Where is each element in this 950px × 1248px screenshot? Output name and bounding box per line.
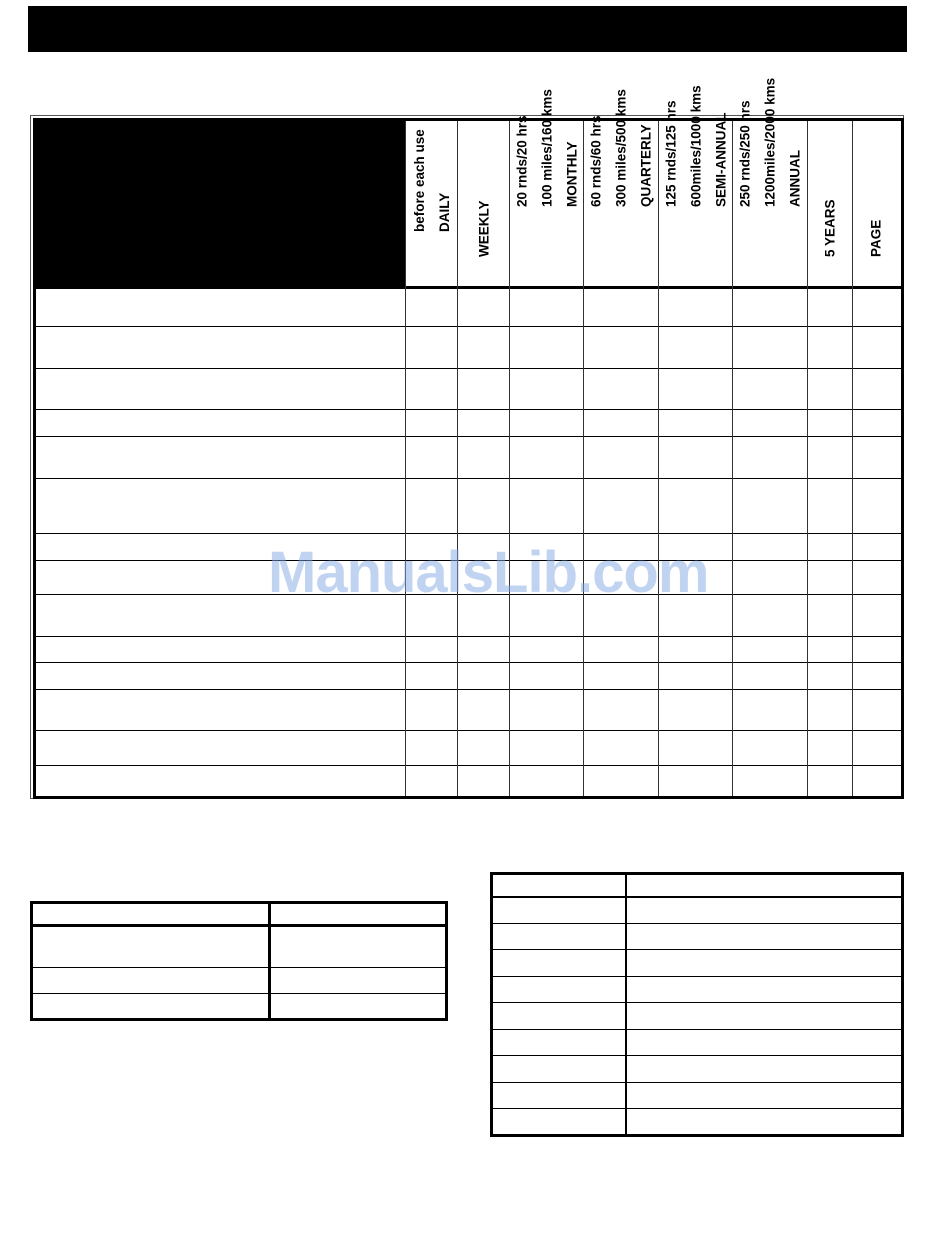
column-header-label <box>471 200 496 257</box>
column-header-five-years <box>809 121 851 286</box>
row-divider <box>493 976 901 977</box>
row-divider <box>493 949 901 950</box>
column-divider <box>807 121 808 796</box>
row-divider <box>493 1108 901 1109</box>
column-header-label <box>658 85 733 207</box>
header-bottom-border <box>493 896 901 898</box>
header-line: WEEKLY <box>476 200 491 257</box>
header-line: 5 YEARS <box>822 199 838 257</box>
column-header-label <box>733 78 808 207</box>
column-header-page <box>854 121 897 286</box>
column-divider <box>509 121 510 796</box>
column-divider <box>583 121 584 796</box>
column-header-label <box>509 89 584 207</box>
header-line: SEMI-ANNUAL <box>713 112 728 207</box>
maintenance-schedule-table <box>33 77 904 799</box>
column-header-monthly <box>511 89 582 286</box>
row-divider <box>36 326 901 327</box>
header-line: 60 rnds/60 hrs <box>588 115 604 207</box>
title-bar <box>28 6 907 52</box>
header-line: PAGE <box>868 219 883 257</box>
header-line: DAILY <box>436 192 452 232</box>
header-line: before each use <box>411 129 427 232</box>
column-divider <box>405 121 406 796</box>
header-line: 100 miles/160 kms <box>539 89 554 207</box>
header-line: MONTHLY <box>564 141 579 207</box>
column-divider <box>625 875 627 1134</box>
row-divider <box>493 1082 901 1083</box>
header-line: 600miles/1000 kms <box>688 85 703 207</box>
column-divider <box>852 121 853 796</box>
right-table <box>490 872 904 1137</box>
column-divider <box>457 121 458 796</box>
column-header-daily <box>407 121 456 286</box>
row-divider <box>36 368 901 369</box>
row-divider <box>36 478 901 479</box>
header-line: 20 rnds/20 hrs <box>514 115 529 207</box>
row-divider <box>33 967 445 968</box>
row-divider <box>36 436 901 437</box>
column-header-annual <box>734 77 806 286</box>
row-divider <box>36 533 901 534</box>
row-divider <box>36 765 901 766</box>
header-line: QUARTERLY <box>638 124 654 207</box>
row-divider <box>33 993 445 994</box>
row-divider <box>36 730 901 731</box>
header-line: 1200miles/2000 kms <box>762 77 778 207</box>
row-divider <box>33 924 445 927</box>
column-header-label <box>818 199 843 257</box>
header-line: 300 miles/500 kms <box>613 89 629 207</box>
column-divider <box>268 904 271 1018</box>
header-line: 250 rnds/250 hrs <box>737 100 753 207</box>
column-header-label <box>863 220 888 257</box>
row-divider <box>493 1029 901 1030</box>
row-divider <box>36 689 901 690</box>
row-divider <box>36 662 901 663</box>
column-header-semiannual <box>660 85 731 286</box>
column-header-label <box>407 129 457 232</box>
header-line: 125 rnds/125 hrs <box>663 100 678 207</box>
row-divider <box>36 636 901 637</box>
row-divider <box>493 1002 901 1003</box>
column-header-weekly <box>459 121 508 286</box>
header-line: ANNUAL <box>787 150 803 207</box>
row-divider <box>36 409 901 410</box>
row-divider <box>493 923 901 924</box>
watermark: ManualsLib.com <box>268 540 709 605</box>
column-divider <box>732 121 733 796</box>
row-divider <box>493 1055 901 1056</box>
column-header-label <box>584 89 659 207</box>
header-bottom-border <box>36 286 901 289</box>
small-table <box>30 901 448 1021</box>
column-divider <box>658 121 659 796</box>
item-header-cell <box>36 121 405 286</box>
column-header-quarterly <box>585 89 657 286</box>
